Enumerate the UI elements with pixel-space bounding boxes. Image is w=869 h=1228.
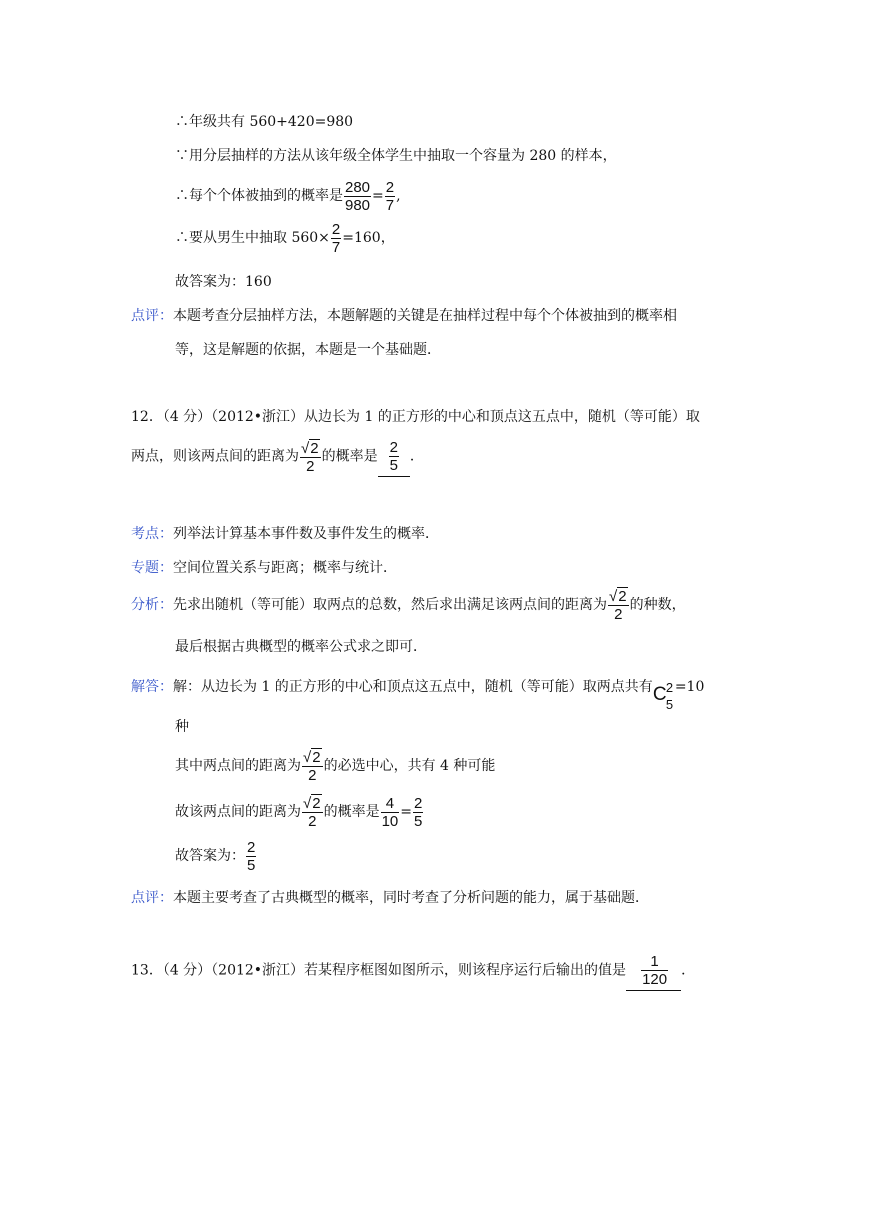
fraction-sqrt2-over-2 xyxy=(300,439,321,475)
answer-fraction xyxy=(389,439,399,474)
radicand: 2 xyxy=(618,588,627,605)
denominator: 120 xyxy=(642,970,668,988)
q12-zhuanti xyxy=(131,558,397,578)
text: 的概率是 xyxy=(321,448,378,465)
text: 故答案为： xyxy=(175,848,245,864)
denominator: 7 xyxy=(331,238,341,256)
label-fenxi: 分析： xyxy=(131,597,173,613)
text: 先求出随机（等可能）取两点的总数，然后求出满足该两点间的距离为 xyxy=(173,597,607,613)
text: 本题考查分层抽样方法，本题解题的关键是在抽样过程中每个个体被抽到的概率相 xyxy=(173,308,677,324)
text: =160， xyxy=(342,230,395,246)
solution-line-probability xyxy=(175,178,401,214)
denominator: 5 xyxy=(414,812,423,830)
numerator: 2 xyxy=(389,438,398,456)
text: 本题主要考查了古典概型的概率，同时考查了分析问题的能力，属于基础题． xyxy=(173,890,649,906)
comment-line-2: 等，这是解题的依据，本题是一个基础题． xyxy=(175,342,441,358)
denominator: 2 xyxy=(306,457,315,475)
answer-blank xyxy=(626,950,681,991)
q12-fenxi-line-2: 最后根据古典概型的概率公式求之即可． xyxy=(175,639,427,655)
answer-blank xyxy=(378,436,410,477)
sqrt: √2 xyxy=(303,749,321,766)
fraction-sqrt2-over-2 xyxy=(302,794,323,830)
text: ∴每个个体被抽到的概率是 xyxy=(175,188,343,204)
combination-c-5-2 xyxy=(652,670,675,712)
radicand: 2 xyxy=(310,439,319,457)
q12-kaodian xyxy=(131,524,439,544)
answer-fraction xyxy=(246,839,256,874)
denominator: 2 xyxy=(308,767,317,784)
text: 两点，则该两点间的距离为 xyxy=(131,448,299,465)
q12-title-line-1: 12．（4 分）（2012•浙江）从边长为 1 的正方形的中心和顶点这五点中，随机（等可能）取 xyxy=(131,409,700,425)
denominator: 5 xyxy=(389,456,398,474)
comb-superscript: 2 xyxy=(665,680,674,695)
denominator: 5 xyxy=(247,856,256,874)
solution-line-total: ∴年级共有 560+420=980 xyxy=(175,114,354,130)
label-kaodian: 考点： xyxy=(131,526,173,542)
text: ． xyxy=(409,448,424,465)
fraction-2-5 xyxy=(413,795,423,830)
numerator: 2 xyxy=(385,178,395,196)
text: 的概率是 xyxy=(323,804,380,820)
numerator: 2 xyxy=(331,220,341,238)
numerator: 1 xyxy=(641,953,668,971)
denominator: 7 xyxy=(385,196,395,214)
text: 故该两点间的距离为 xyxy=(175,804,301,820)
fraction-sqrt2-over-2 xyxy=(608,587,629,623)
text: 解：从边长为 1 的正方形的中心和顶点这五点中，随机（等可能）取两点共有 xyxy=(173,679,653,695)
denominator: 2 xyxy=(614,606,623,623)
fraction-4-10 xyxy=(381,795,400,830)
q12-jieda-line-5 xyxy=(175,838,257,874)
comb-letter: C xyxy=(652,684,667,705)
text: 的种数， xyxy=(629,597,686,613)
comb-subscript: 5 xyxy=(665,697,674,712)
numerator: 2 xyxy=(414,794,423,812)
numerator: 280 xyxy=(345,178,371,196)
q12-title-line-2 xyxy=(131,436,424,477)
sqrt: √2 xyxy=(303,795,321,812)
text: 的必选中心，共有 4 种可能 xyxy=(323,758,496,774)
q12-fenxi-line-1 xyxy=(131,585,686,625)
numerator: 2 xyxy=(247,838,256,856)
text: =10 xyxy=(674,679,705,695)
text: 列举法计算基本事件数及事件发生的概率． xyxy=(173,526,439,542)
text: ∴要从男生中抽取 560× xyxy=(175,230,330,246)
equals: = xyxy=(372,188,384,204)
comment-line-1 xyxy=(131,306,677,326)
fraction-sqrt2-over-2 xyxy=(302,748,323,784)
denominator: 980 xyxy=(345,196,371,214)
sqrt: √2 xyxy=(301,439,319,457)
q12-jieda-line-3 xyxy=(175,746,495,786)
q12-dianping xyxy=(131,888,649,908)
solution-line-male xyxy=(175,220,395,256)
label-dianping: 点评： xyxy=(131,890,173,906)
text: 其中两点间的距离为 xyxy=(175,758,301,774)
q12-jieda-line-2: 种 xyxy=(175,719,189,735)
equals: = xyxy=(400,804,412,820)
label-jieda: 解答： xyxy=(131,679,173,695)
text: 13．（4 分）（2012•浙江）若某程序框图如图所示，则该程序运行后输出的值是 xyxy=(131,962,627,979)
fraction-2-7 xyxy=(385,179,395,214)
fraction-280-980 xyxy=(344,179,371,214)
text: ． xyxy=(681,962,696,979)
label-dianping: 点评： xyxy=(131,308,173,324)
solution-line-sampling: ∵用分层抽样的方法从该年级全体学生中抽取一个容量为 280 的样本， xyxy=(175,148,617,164)
denominator: 2 xyxy=(308,813,317,830)
q12-jieda-line-4 xyxy=(175,792,424,832)
denominator: 10 xyxy=(381,812,399,830)
answer-fraction xyxy=(641,953,668,988)
label-zhuanti: 专题： xyxy=(131,560,173,576)
radicand: 2 xyxy=(312,749,321,766)
numerator: 4 xyxy=(381,795,400,813)
q13-title xyxy=(131,950,695,991)
q12-jieda-line-1 xyxy=(131,669,705,712)
fraction-2-7 xyxy=(331,221,341,256)
text: 空间位置关系与距离；概率与统计． xyxy=(173,560,397,576)
solution-line-answer: 故答案为：160 xyxy=(175,274,272,290)
radicand: 2 xyxy=(312,795,321,812)
sqrt: √2 xyxy=(609,588,627,605)
text: , xyxy=(396,188,401,204)
